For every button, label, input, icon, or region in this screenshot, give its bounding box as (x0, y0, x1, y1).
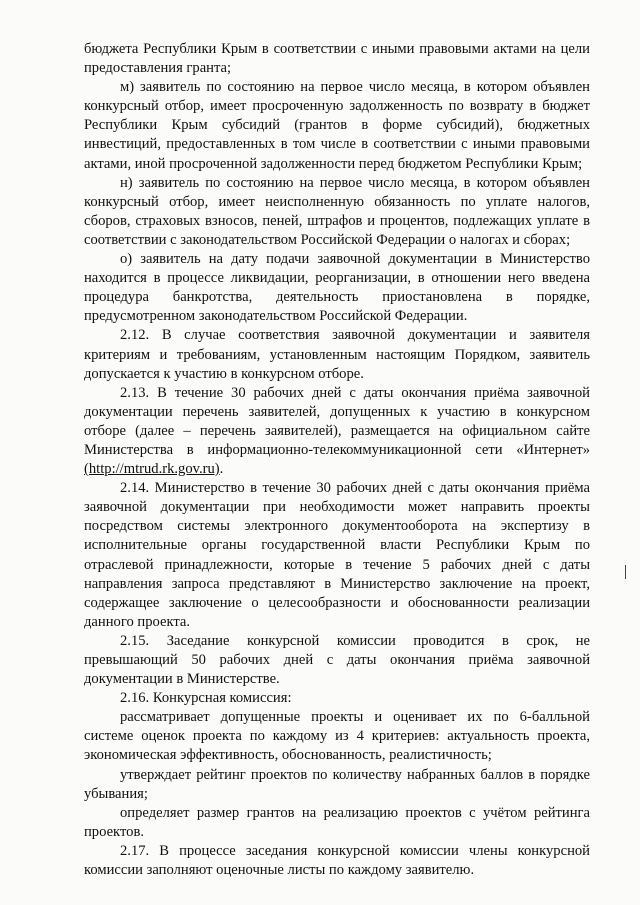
paragraph-2-17: 2.17. В процессе заседания конкурсной комиссии члены конкурсной комиссии заполняют оценочные листы по каждому заявителю. (84, 842, 590, 879)
paragraph-2-16-heading: 2.16. Конкурсная комиссия: (120, 690, 292, 707)
margin-scan-mark (625, 565, 626, 579)
paragraph-2-12: 2.12. В случае соответствия заявочной документации и заявителя критериям и требованиям, установленным настоящим Порядком, заявитель допускается к участию в конкурсном отборе. (84, 327, 590, 382)
paragraph-2-16-approves: утверждает рейтинг проектов по количеству набранных баллов в порядке убывания; (84, 766, 590, 802)
paragraph-2-16-reviews: рассматривает допущенные проекты и оценивает их по 6-балльной системе оценок проекта по каждому из 4 критериев: актуальность проекта, экономическая эффективность, обоснованность, реалистичность; (84, 709, 590, 764)
paragraph-item-o: о) заявитель на дату подачи заявочной документации в Министерство находится в процессе ликвидации, реорганизации, в отношении него введена процедура банкротства, деятельность приостановлена в порядке, предусмотренном законодательством Российской Федерации. (84, 251, 590, 325)
paragraph-2-16-determines: определяет размер грантов на реализацию проектов с учётом рейтинга проектов. (84, 804, 590, 840)
paragraph-2-13: 2.13. В течение 30 рабочих дней с даты окончания приёма заявочной документации перечень заявителей, допущенных к участию в конкурсном отборе (далее – перечень заявителей), размещается на официальном сайте Министерства в информационно-телекоммуникационной сети «Интернет» (http://mtrud.rk.gov.ru). (84, 384, 590, 478)
paragraph-item-n: н) заявитель по состоянию на первое число месяца, в котором объявлен конкурсный отбор, имеет неисполненную обязанность по уплате налогов, сборов, страховых взносов, пеней, штрафов и процентов, подлежащих уплате в соответствии с законодательством Российской Федерации о налогах и сборах; (84, 174, 590, 248)
paragraph-budget-continuation: бюджета Республики Крым в соответствии с иными правовыми актами на цели предоставления гранта; (84, 41, 590, 77)
document-body (84, 40, 590, 880)
paragraph-2-15: 2.15. Заседание конкурсной комиссии проводится в срок, не превышающий 50 рабочих дней с даты окончания приёма заявочной документации в Министерстве. (84, 632, 590, 688)
paragraph-2-14: 2.14. Министерство в течение 30 рабочих дней с даты окончания приёма заявочной документации при необходимости может направить проекты посредством системы электронного документооборота на экспертизу в исполнительные органы государственной власти Республики Крым по отраслевой принадлежности, которые в течение 5 рабочих дней с даты направления запроса представляют в Министерство заключение на проект, содержащее заключение о целесообразности и обоснованности реализации данного проекта. (84, 480, 590, 630)
website-link[interactable]: (http://mtrud.rk.gov.ru) (84, 461, 220, 478)
paragraph-item-m: м) заявитель по состоянию на первое число месяца, в котором объявлен конкурсный отбор, имеет просроченную задолженность по возврату в бюджет Республики Крым субсидий (грантов в форме субсидий), бюджетных инвестиций, предоставленных в том числе в соответствии с иными правовыми актами, иной просроченной задолженности перед бюджетом Республики Крым; (84, 79, 590, 172)
